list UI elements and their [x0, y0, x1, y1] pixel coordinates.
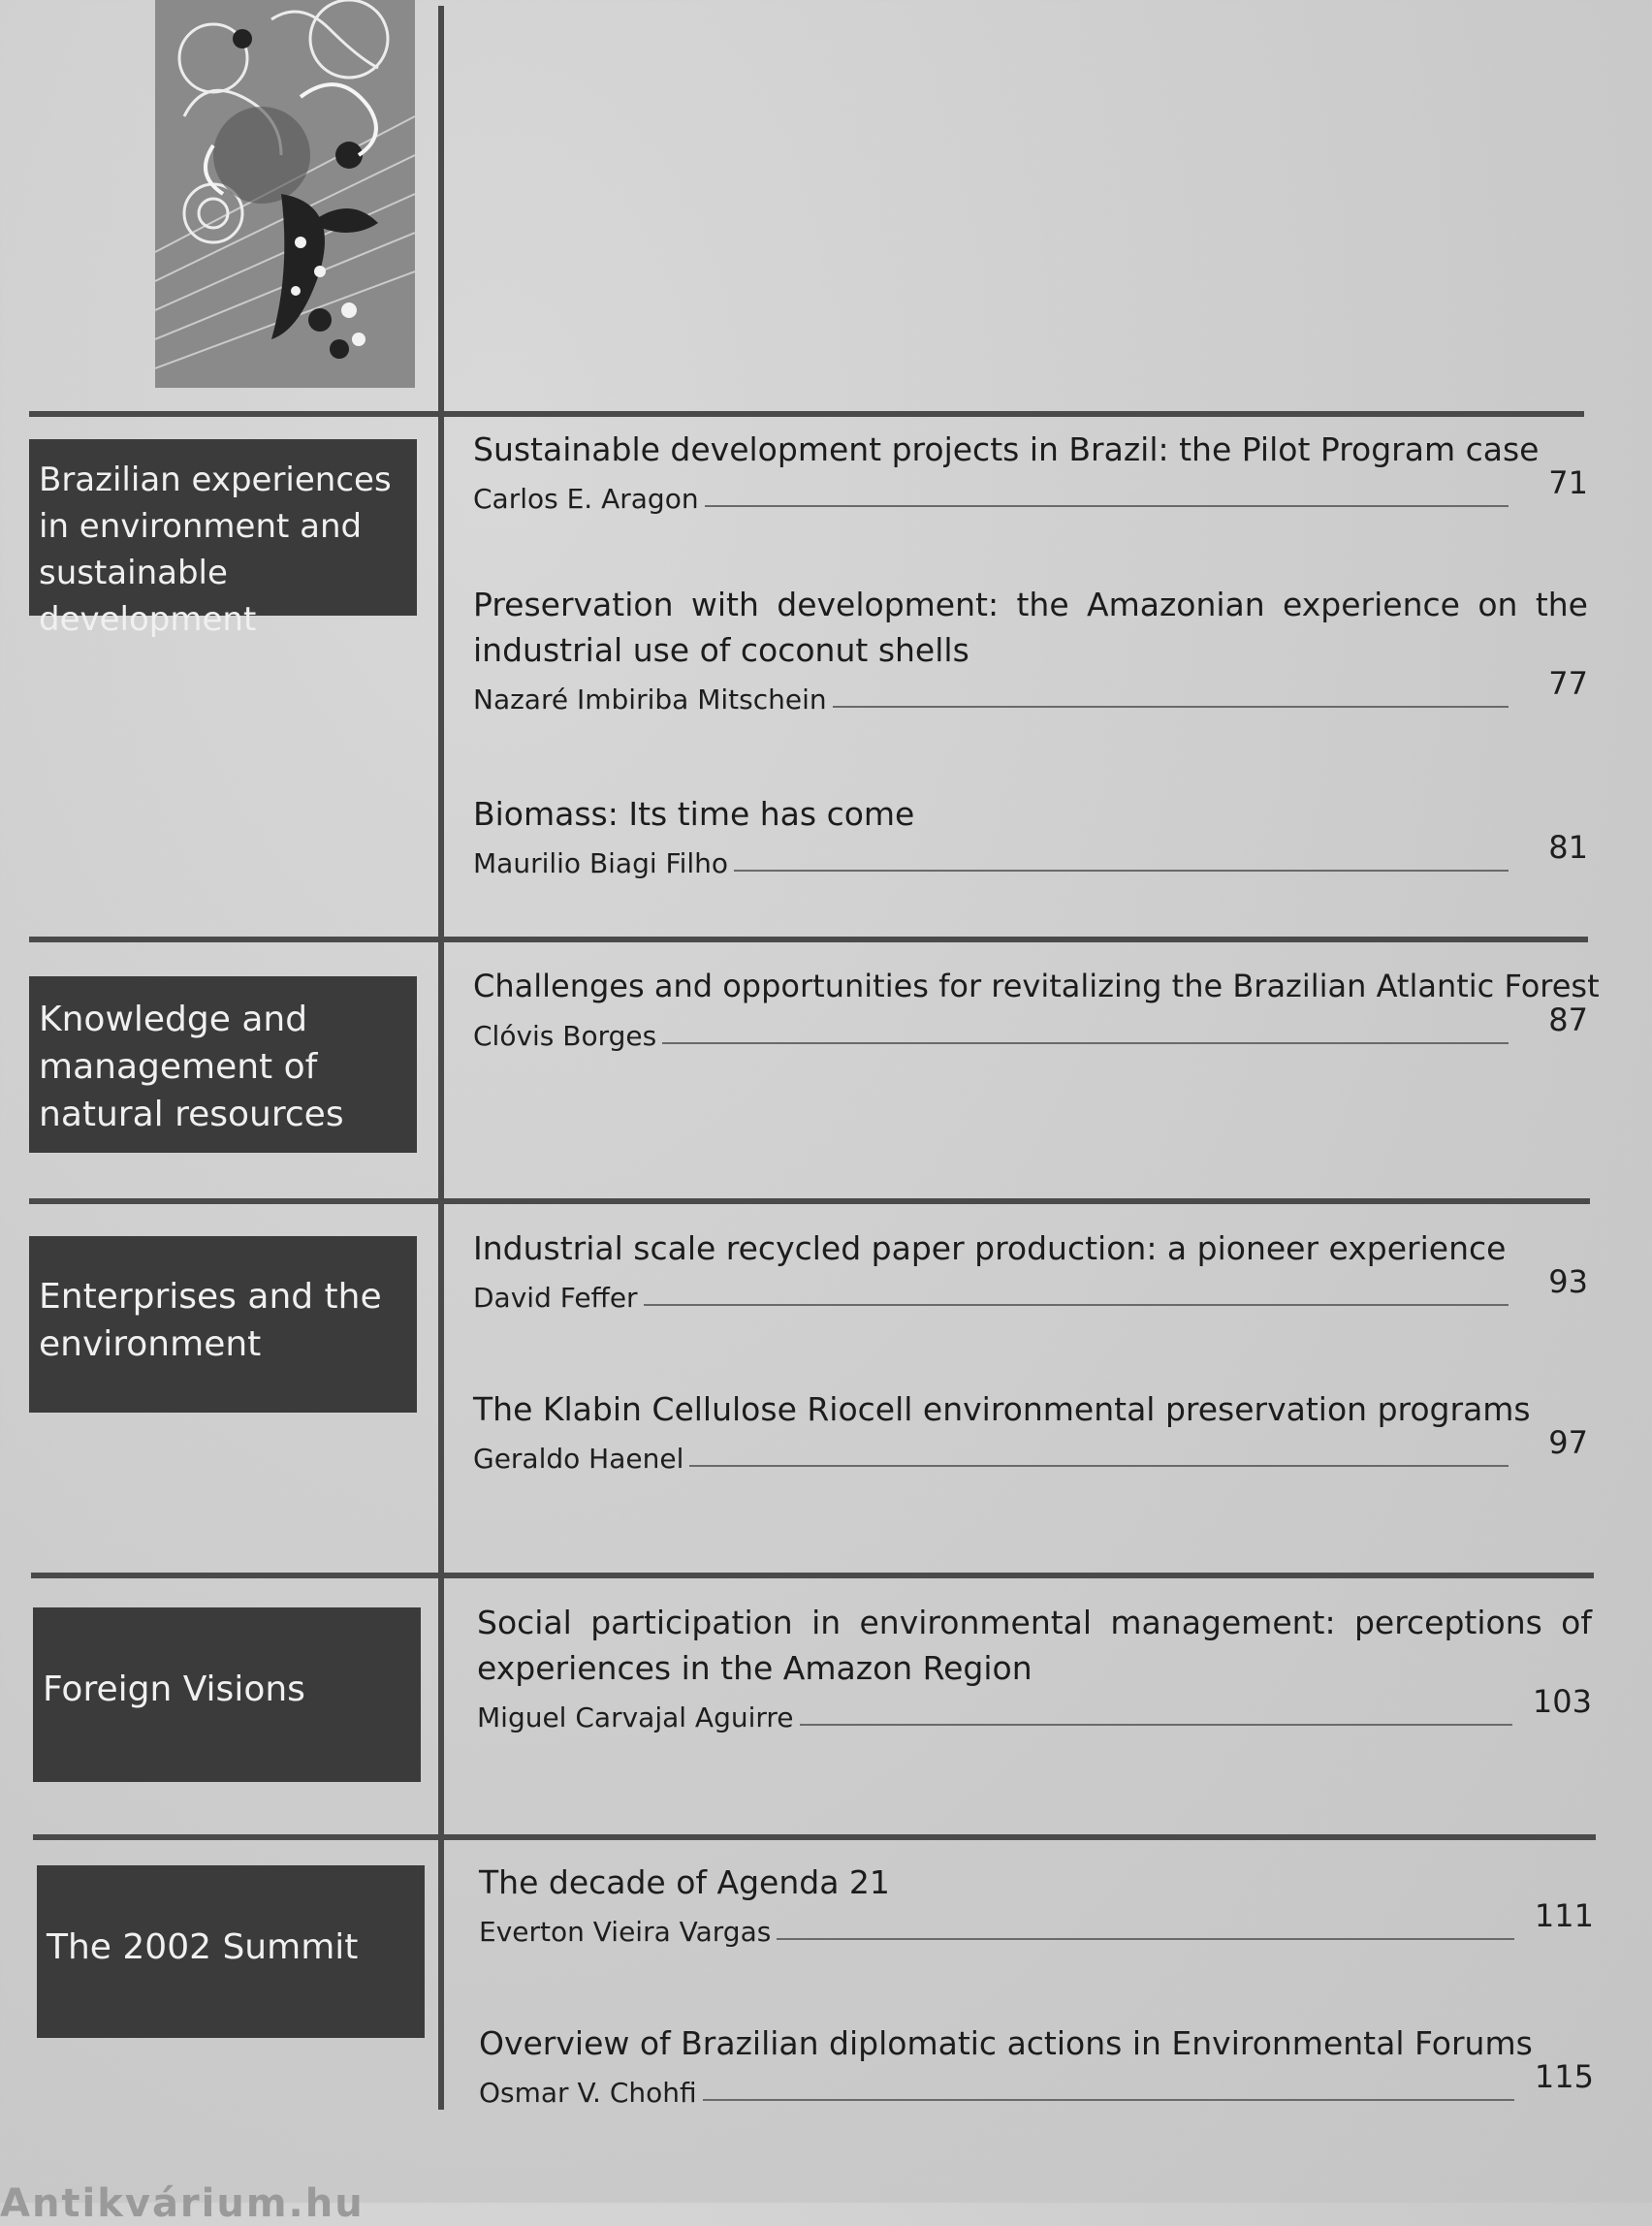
entry-page-number: 71 [1548, 464, 1588, 501]
dotted-leader [800, 1724, 1512, 1726]
entry-title: Overview of Brazilian diplomatic actions in Environmental Forums [479, 2024, 1533, 2062]
entry-author: Geraldo Haenel [473, 1443, 684, 1475]
dotted-leader [833, 706, 1509, 708]
entry-title: Biomass: Its time has come [473, 795, 915, 833]
entry-author: Carlos E. Aragon [473, 483, 699, 515]
entry-author: Maurilio Biagi Filho [473, 847, 729, 879]
toc-entry[interactable] [473, 1225, 1588, 1314]
toc-entry[interactable] [479, 2020, 1594, 2109]
entry-author-row [473, 1263, 1588, 1314]
section-heading-foreign-visions: Foreign Visions [33, 1607, 421, 1782]
toc-entry[interactable] [473, 1386, 1588, 1475]
entry-page-number: 103 [1532, 1683, 1592, 1720]
entry-page-number: 115 [1534, 2058, 1594, 2095]
entry-title: Preservation with development: the Amazonian experience on the industrial use of coconut shells [473, 586, 1588, 669]
entry-author-row [473, 829, 1588, 879]
entry-author-row [479, 1897, 1594, 1948]
ornament-image [155, 0, 415, 388]
entry-title: Social participation in environmental management: perceptions of experiences in the Amazon Region [477, 1604, 1592, 1687]
entry-page-number: 93 [1548, 1263, 1588, 1300]
section-heading-knowledge-management: Knowledge and management of natural resources [29, 976, 417, 1153]
dotted-leader [734, 870, 1509, 872]
cover-illustration [155, 0, 415, 388]
entry-author-row [473, 665, 1588, 716]
entry-author-row [473, 464, 1588, 515]
entry-page-number: 97 [1548, 1424, 1588, 1461]
dotted-leader [644, 1304, 1509, 1306]
horizontal-divider [33, 1834, 1596, 1840]
toc-entry[interactable] [473, 964, 1600, 1052]
toc-entry[interactable] [473, 791, 1588, 879]
entry-author: Osmar V. Chohfi [479, 2077, 697, 2109]
entry-page-number: 81 [1548, 829, 1588, 866]
entry-author: Nazaré Imbiriba Mitschein [473, 684, 827, 716]
entry-title: The decade of Agenda 21 [479, 1863, 890, 1901]
entry-title: The Klabin Cellulose Riocell environmental preservation programs [473, 1390, 1531, 1428]
dotted-leader [703, 2099, 1514, 2101]
entry-author: Miguel Carvajal Aguirre [477, 1701, 794, 1733]
entry-page-number: 87 [1548, 1002, 1588, 1038]
entry-author: Everton Vieira Vargas [479, 1916, 772, 1948]
entry-author-row [477, 1683, 1592, 1733]
horizontal-divider [29, 937, 1588, 942]
horizontal-divider [29, 411, 1584, 417]
dotted-leader [705, 505, 1509, 507]
section-heading-brazilian-experiences: Brazilian experiences in environment and sustainable development [29, 439, 417, 616]
entry-page-number: 77 [1548, 665, 1588, 702]
vertical-divider [438, 6, 444, 2110]
toc-entry[interactable] [473, 427, 1588, 515]
entry-author: Clóvis Borges [473, 1020, 657, 1052]
toc-entry[interactable] [473, 582, 1588, 716]
entry-author-row [479, 2058, 1594, 2109]
entry-author-row [473, 1002, 1588, 1052]
watermark-text: Antikvárium.hu [0, 2181, 365, 2226]
dotted-leader [777, 1938, 1514, 1940]
entry-title: Sustainable development projects in Brazil: the Pilot Program case [473, 430, 1540, 468]
toc-entry[interactable] [477, 1600, 1592, 1733]
horizontal-divider [31, 1573, 1594, 1578]
section-heading-enterprises: Enterprises and the environment [29, 1236, 417, 1413]
section-heading-2002-summit: The 2002 Summit [37, 1865, 425, 2038]
entry-title: Industrial scale recycled paper production: a pioneer experience [473, 1229, 1507, 1267]
entry-title: Challenges and opportunities for revitalizing the Brazilian Atlantic Forest [473, 968, 1600, 1004]
horizontal-divider [29, 1198, 1590, 1204]
dotted-leader [662, 1042, 1509, 1044]
dotted-leader [689, 1465, 1509, 1467]
entry-author: David Feffer [473, 1282, 638, 1314]
entry-author-row [473, 1424, 1588, 1475]
toc-entry[interactable] [479, 1860, 1594, 1948]
entry-page-number: 111 [1534, 1897, 1594, 1934]
